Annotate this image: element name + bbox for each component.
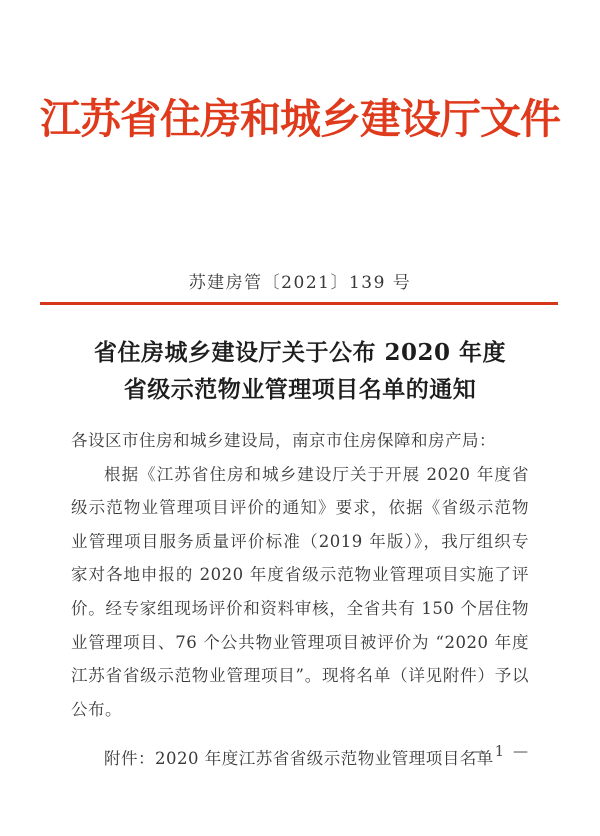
document-number: 苏建房管〔2021〕139 号 — [188, 273, 412, 293]
page-number: — 1 — — [470, 742, 530, 760]
notice-title-line1: 省住房城乡建设厅关于公布 2020 年度 — [93, 339, 507, 366]
notice-title — [0, 334, 600, 408]
body-paragraph: 根据《江苏省住房和城乡建设厅关于开展 2020 年度省级示范物业管理项目评价的通知》要求，依据《省级示范物业管理项目服务质量评价标准（2019 年版）》，我厅组织专家对各地申报的 2020 年度省级示范物业管理项目实施了评价。经专家组现场评价和资料审核，全省共有 150 个居住物业管理项目、76 个公共物业管理项目被评价为 “2020 年度江苏省省级示范物业管理项目”。现将名单（详见附件）予以公布。 — [71, 464, 529, 719]
red-divider-line — [40, 302, 558, 305]
document-body — [71, 424, 529, 776]
notice-title-line2: 省级示范物业管理项目名单的通知 — [123, 376, 477, 403]
salutation-line: 各设区市住房和城乡建设局，南京市住房保障和房产局： — [71, 431, 496, 450]
letterhead-title: 江苏省住房和城乡建设厅文件 — [40, 95, 560, 143]
attachment-line: 附件：2020 年度江苏省省级示范物业管理项目名单 — [104, 749, 494, 769]
